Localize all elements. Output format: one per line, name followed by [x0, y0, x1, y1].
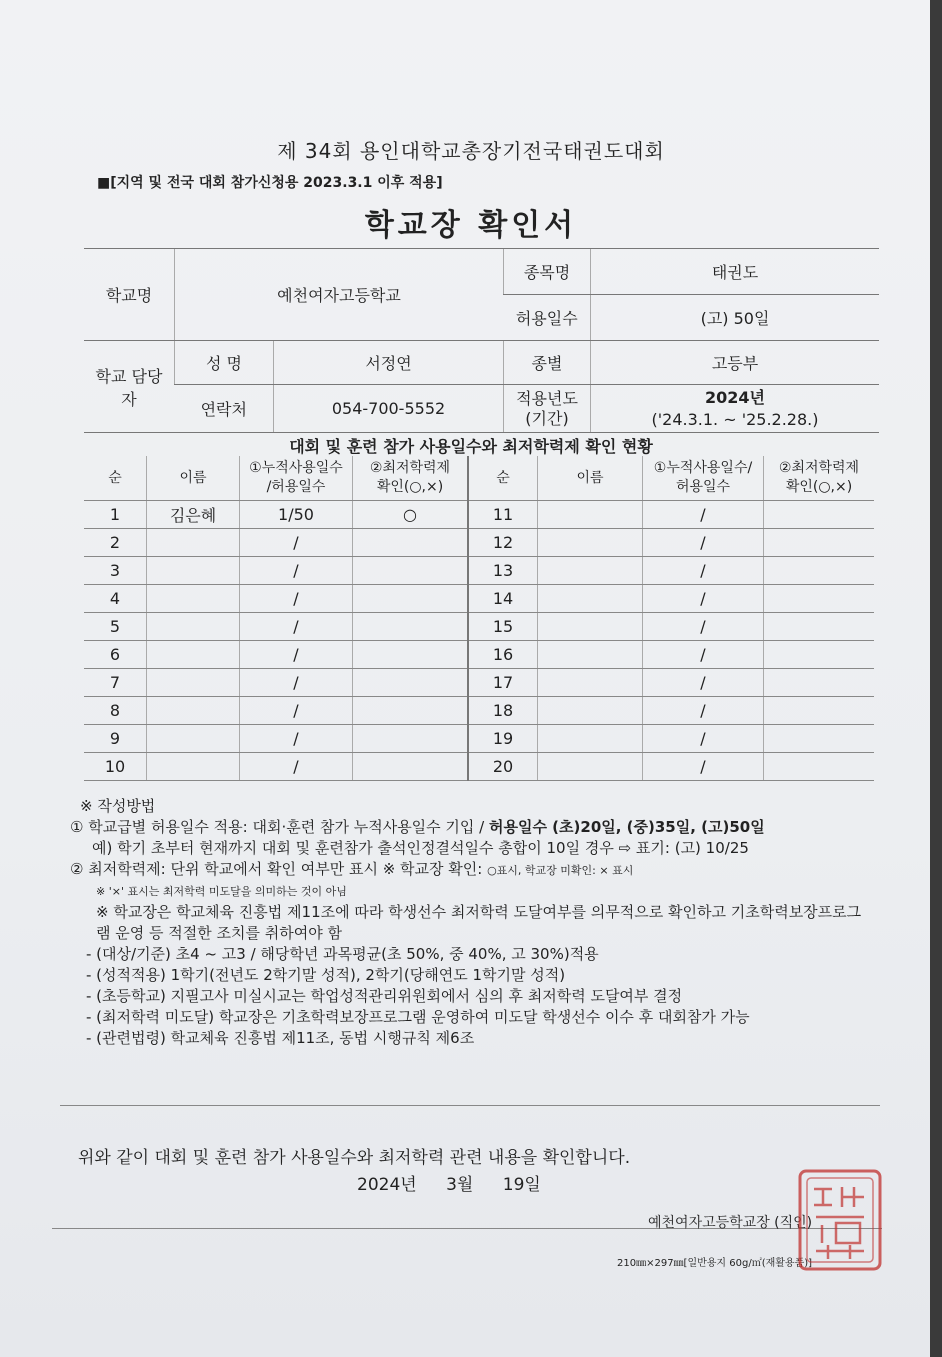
event-value: 태권도: [591, 249, 880, 295]
table-row: [84, 585, 874, 613]
year-value-cell: [591, 385, 880, 433]
row-name-2-cell: [538, 585, 643, 613]
row-name-2-cell: [538, 501, 643, 529]
row-check-2-cell: [764, 753, 875, 781]
table-row: [84, 669, 874, 697]
row-days-2-cell: /: [643, 725, 764, 753]
header-days-line1: ①누적사용일수: [249, 460, 343, 476]
name-label: 성 명: [175, 341, 274, 385]
row-no-cell: 3: [84, 557, 147, 585]
year-value: 2024년: [705, 387, 765, 407]
row-days-2-cell: /: [643, 585, 764, 613]
confirm-statement: 위와 같이 대회 및 훈련 참가 사용일수와 최저학력 관련 내용을 확인합니다.: [78, 1148, 631, 1168]
row-no-2-cell: 20: [468, 753, 538, 781]
row-days-2-cell: /: [643, 697, 764, 725]
instructions-heading: ※ 작성방법: [80, 797, 156, 815]
instruction-bullet-grades: - (성적적용) 1학기(전년도 2학기말 성적), 2학기(당해연도 1학기말 성적): [86, 966, 566, 984]
row-days-2-cell: /: [643, 669, 764, 697]
instruction-1-example: 예) 학기 초부터 현재까지 대회 및 훈련참가 출석인정결석일수 총합이 10일 경우 ⇨ 표기: (고) 10/25: [92, 839, 749, 857]
row-days-2-cell: /: [643, 557, 764, 585]
participation-table: [84, 456, 874, 781]
instruction-bullet-target: - (대상/기준) 초4 ~ 고3 / 해당학년 과목평균(초 50%, 중 40%, 고 30%)적용: [86, 945, 599, 963]
row-no-cell: 5: [84, 613, 147, 641]
header-check: [353, 456, 469, 501]
instruction-bullet-elementary: - (초등학교) 지필고사 미실시교는 학업성적관리위원회에서 심의 후 최저학력 도달여부 결정: [86, 987, 683, 1005]
header-name: 이름: [147, 456, 240, 501]
row-check-2-cell: [764, 529, 875, 557]
row-days-cell: /: [240, 529, 353, 557]
row-days-cell: /: [240, 753, 353, 781]
row-check-cell: [353, 641, 469, 669]
row-name-cell: [147, 529, 240, 557]
row-no-cell: 10: [84, 753, 147, 781]
event-label: 종목명: [504, 249, 591, 295]
row-name-cell: [147, 725, 240, 753]
row-days-cell: /: [240, 585, 353, 613]
date-day: 19일: [502, 1175, 541, 1195]
school-value: 예천여자고등학교: [175, 249, 504, 341]
instructions-section: [70, 796, 870, 1049]
period-label: (기간): [525, 408, 569, 428]
table-row: [84, 725, 874, 753]
header-check-2: [764, 456, 875, 501]
table-subtitle: 대회 및 훈련 참가 사용일수와 최저학력제 확인 현황: [289, 437, 653, 456]
allow-days-value: (고) 50일: [591, 295, 880, 341]
row-check-cell: [353, 697, 469, 725]
row-no-2-cell: 17: [468, 669, 538, 697]
divider-line: [60, 1105, 880, 1106]
instruction-2-mark: ○표시, 학교장 미확인: × 표시: [487, 864, 634, 877]
row-days-cell: /: [240, 697, 353, 725]
instruction-1-bold: 허용일수 (초)20일, (중)35일, (고)50일: [489, 818, 765, 836]
row-name-2-cell: [538, 725, 643, 753]
row-name-2-cell: [538, 613, 643, 641]
instruction-item-2: [70, 859, 870, 881]
row-check-2-cell: [764, 697, 875, 725]
instruction-item-1: [70, 817, 870, 838]
row-no-cell: 6: [84, 641, 147, 669]
row-days-cell: /: [240, 641, 353, 669]
header-check-line2: 확인(○,×): [376, 479, 444, 495]
row-check-cell: [353, 753, 469, 781]
confirm-date: [357, 1170, 541, 1195]
table-row: [84, 613, 874, 641]
row-no-2-cell: 16: [468, 641, 538, 669]
row-name-cell: [147, 641, 240, 669]
row-name-2-cell: [538, 697, 643, 725]
row-days-2-cell: /: [643, 753, 764, 781]
row-check-2-cell: [764, 613, 875, 641]
row-days-cell: /: [240, 613, 353, 641]
year-label: 적용년도: [516, 388, 578, 408]
row-no-2-cell: 19: [468, 725, 538, 753]
row-days-2-cell: /: [643, 501, 764, 529]
instruction-bullet-below: - (최저학력 미도달) 학교장은 기초학력보장프로그램 운영하여 미도달 학생선수 이수 후 대회참가 가능: [86, 1008, 750, 1026]
row-check-2-cell: [764, 557, 875, 585]
row-no-2-cell: 11: [468, 501, 538, 529]
period-value: ('24.3.1. ~ '25.2.28.): [651, 409, 819, 429]
row-check-2-cell: [764, 501, 875, 529]
header-days: [240, 456, 353, 501]
instruction-bullet-law: - (관련법령) 학교체육 진흥법 제11조, 동법 시행규칙 제6조: [86, 1029, 475, 1047]
instruction-2-text: ② 최저학력제: 단위 학교에서 확인 여부만 표시 ※ 학교장 확인:: [70, 860, 488, 878]
header-name-2: 이름: [538, 456, 643, 501]
row-no-2-cell: 12: [468, 529, 538, 557]
row-days-2-cell: /: [643, 529, 764, 557]
allow-days-label: 허용일수: [504, 295, 591, 341]
row-days-cell: /: [240, 557, 353, 585]
school-label: 학교명: [84, 249, 175, 341]
row-no-cell: 9: [84, 725, 147, 753]
row-no-cell: 1: [84, 501, 147, 529]
row-check-2-cell: [764, 641, 875, 669]
row-check-cell: [353, 613, 469, 641]
row-check-2-cell: [764, 669, 875, 697]
row-check-cell: ○: [353, 501, 469, 529]
row-days-cell: /: [240, 669, 353, 697]
contact-label: 연락처: [175, 385, 274, 433]
row-no-cell: 8: [84, 697, 147, 725]
header-check2-line1: ②최저학력제: [778, 460, 860, 476]
paper-spec-footer: 210㎜×297㎜[일반용지 60g/㎡(재활용품)]: [617, 1258, 813, 1269]
header-check-line1: ②최저학력제: [369, 460, 451, 476]
row-check-2-cell: [764, 725, 875, 753]
document-title: 학교장 확인서: [364, 208, 578, 243]
header-no: 순: [84, 456, 147, 501]
row-name-2-cell: [538, 557, 643, 585]
event-title: 제 34회 용인대학교총장기전국태권도대회: [277, 139, 665, 163]
table-row: [84, 529, 874, 557]
school-info-table: [84, 248, 879, 433]
row-check-cell: [353, 529, 469, 557]
table-row: [84, 697, 874, 725]
row-days-2-cell: /: [643, 613, 764, 641]
row-name-2-cell: [538, 753, 643, 781]
row-name-cell: [147, 669, 240, 697]
row-check-cell: [353, 557, 469, 585]
row-no-2-cell: 15: [468, 613, 538, 641]
contact-value: 054-700-5552: [274, 385, 504, 433]
row-check-cell: [353, 585, 469, 613]
table-row: [84, 753, 874, 781]
row-no-cell: 2: [84, 529, 147, 557]
table-row: [84, 501, 874, 529]
row-no-2-cell: 18: [468, 697, 538, 725]
row-name-cell: 김은혜: [147, 501, 240, 529]
row-check-cell: [353, 669, 469, 697]
row-name-2-cell: [538, 669, 643, 697]
row-name-cell: [147, 613, 240, 641]
header-no-2: 순: [468, 456, 538, 501]
row-no-cell: 4: [84, 585, 147, 613]
row-name-2-cell: [538, 529, 643, 557]
application-notice: ■[지역 및 전국 대회 참가신청용 2023.3.1 이후 적용]: [97, 175, 443, 191]
division-label: 종별: [504, 341, 591, 385]
row-name-cell: [147, 753, 240, 781]
row-check-2-cell: [764, 585, 875, 613]
header-days2-line1: ①누적사용일수/: [653, 460, 753, 476]
row-days-2-cell: /: [643, 641, 764, 669]
header-days-line2: /허용일수: [266, 479, 326, 495]
instruction-1-text: ① 학교급별 허용일수 적용: 대회·훈련 참가 누적사용일수 기입 /: [70, 818, 489, 836]
header-days-2: [643, 456, 764, 501]
header-days2-line2: 허용일수: [675, 479, 731, 495]
row-check-cell: [353, 725, 469, 753]
official-seal-stamp: [792, 1165, 888, 1275]
row-name-cell: [147, 557, 240, 585]
year-cell: [504, 385, 591, 433]
instruction-note-x: ※ '×' 표시는 최저학력 미도달을 의미하는 것이 아님: [96, 885, 347, 898]
row-no-2-cell: 13: [468, 557, 538, 585]
date-year: 2024년: [357, 1175, 417, 1195]
row-no-2-cell: 14: [468, 585, 538, 613]
division-value: 고등부: [591, 341, 880, 385]
row-no-cell: 7: [84, 669, 147, 697]
header-check2-line2: 확인(○,×): [785, 479, 853, 495]
table-row: [84, 641, 874, 669]
name-value: 서정연: [274, 341, 504, 385]
row-days-cell: /: [240, 725, 353, 753]
row-name-cell: [147, 697, 240, 725]
row-days-cell: 1/50: [240, 501, 353, 529]
row-name-cell: [147, 585, 240, 613]
instruction-note-law: ※ 학교장은 학교체육 진흥법 제11조에 따라 학생선수 최저학력 도달여부를 의무적으로 확인하고 기초학력보장프로그램 운영 등 적절한 조치를 취하여야 함: [96, 903, 862, 942]
principal-signature: 예천여자고등학교장 (직인): [648, 1215, 813, 1231]
date-month: 3월: [446, 1175, 474, 1195]
manager-label: 학교 담당자: [84, 341, 175, 433]
table-row: [84, 557, 874, 585]
row-name-2-cell: [538, 641, 643, 669]
